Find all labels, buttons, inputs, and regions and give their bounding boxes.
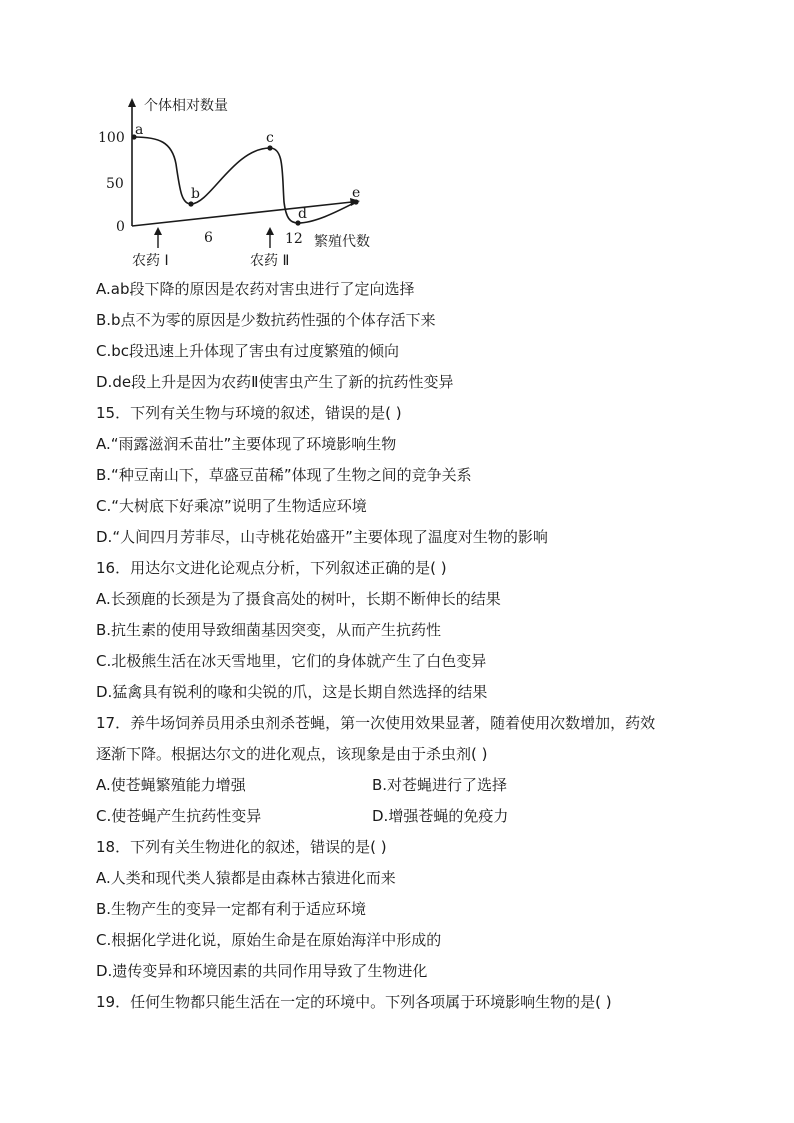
point-e-label: e <box>352 185 361 201</box>
x-axis-label: 繁殖代数 <box>314 234 370 250</box>
point-c-label: c <box>266 130 274 146</box>
question-17-options-row <box>96 805 716 836</box>
option-c: C.使苍蝇产生抗药性变异 <box>96 807 262 825</box>
y-tick-label: 0 <box>116 219 125 235</box>
option-line: B.“种豆南山下，草盛豆苗稀”体现了生物之间的竞争关系 <box>96 466 472 484</box>
option-line: B.b点不为零的原因是少数抗药性强的个体存活下来 <box>96 311 436 329</box>
option-a: A.使苍蝇繁殖能力增强 <box>96 776 246 794</box>
y-axis-arrow-icon <box>128 98 136 107</box>
question-text-block <box>96 278 716 1022</box>
point-c-marker <box>267 145 272 150</box>
x-axis <box>132 202 352 226</box>
option-line: B.生物产生的变异一定都有利于适应环境 <box>96 900 367 918</box>
pesticide-2-label: 农药 Ⅱ <box>250 253 290 269</box>
point-d-label: d <box>298 206 307 222</box>
question-17-options-row <box>96 774 716 805</box>
option-line: A.长颈鹿的长颈是为了摄食高处的树叶，长期不断伸长的结果 <box>96 590 501 608</box>
population-curve-line <box>134 137 356 223</box>
option-line: C.bc段迅速上升体现了害虫有过度繁殖的倾向 <box>96 342 400 360</box>
x-tick-label: 12 <box>285 231 303 247</box>
question-17-stem: 17．养牛场饲养员用杀虫剂杀苍蝇，第一次使用效果显著，随着使用次数增加，药效 <box>96 714 656 732</box>
question-16-stem: 16．用达尔文进化论观点分析，下列叙述正确的是( ) <box>96 559 447 577</box>
up-arrow-icon <box>154 227 162 235</box>
option-line: A.人类和现代类人猿都是由森林古猿进化而来 <box>96 869 396 887</box>
option-line: D.de段上升是因为农药Ⅱ使害虫产生了新的抗药性变异 <box>96 373 454 391</box>
point-b-marker <box>188 201 193 206</box>
option-d: D.增强苍蝇的免疫力 <box>372 807 509 825</box>
pesticide-1-label: 农药 Ⅰ <box>132 253 169 269</box>
option-line: A.ab段下降的原因是农药对害虫进行了定向选择 <box>96 280 415 298</box>
question-19-stem: 19．任何生物都只能生活在一定的环境中。下列各项属于环境影响生物的是( ) <box>96 993 612 1011</box>
option-line: D.遗传变异和环境因素的共同作用导致了生物进化 <box>96 962 428 980</box>
point-b-label: b <box>191 186 200 202</box>
option-line: B.抗生素的使用导致细菌基因突变，从而产生抗药性 <box>96 621 442 639</box>
up-arrow-icon <box>266 227 274 235</box>
question-17-stem-continued: 逐渐下降。根据达尔文的进化观点，该现象是由于杀虫剂( ) <box>96 745 488 763</box>
option-line: A.“雨露滋润禾苗壮”主要体现了环境影响生物 <box>96 435 397 453</box>
population-curve-chart <box>94 92 414 272</box>
question-15-stem: 15．下列有关生物与环境的叙述，错误的是( ) <box>96 404 402 422</box>
option-line: C.北极熊生活在冰天雪地里，它们的身体就产生了白色变异 <box>96 652 487 670</box>
option-b: B.对苍蝇进行了选择 <box>372 776 508 794</box>
option-line: D.猛禽具有锐利的喙和尖锐的爪，这是长期自然选择的结果 <box>96 683 488 701</box>
option-line: C.“大树底下好乘凉”说明了生物适应环境 <box>96 497 367 515</box>
x-tick-label: 6 <box>204 230 213 246</box>
option-line: C.根据化学进化说，原始生命是在原始海洋中形成的 <box>96 931 442 949</box>
y-tick-label: 50 <box>106 176 124 192</box>
question-18-stem: 18．下列有关生物进化的叙述，错误的是( ) <box>96 838 387 856</box>
option-line: D.“人间四月芳菲尽，山寺桃花始盛开”主要体现了温度对生物的影响 <box>96 528 548 546</box>
y-axis-label: 个体相对数量 <box>144 98 228 114</box>
point-a-label: a <box>135 122 144 138</box>
y-tick-label: 100 <box>98 130 125 146</box>
population-curve-figure <box>94 92 414 272</box>
